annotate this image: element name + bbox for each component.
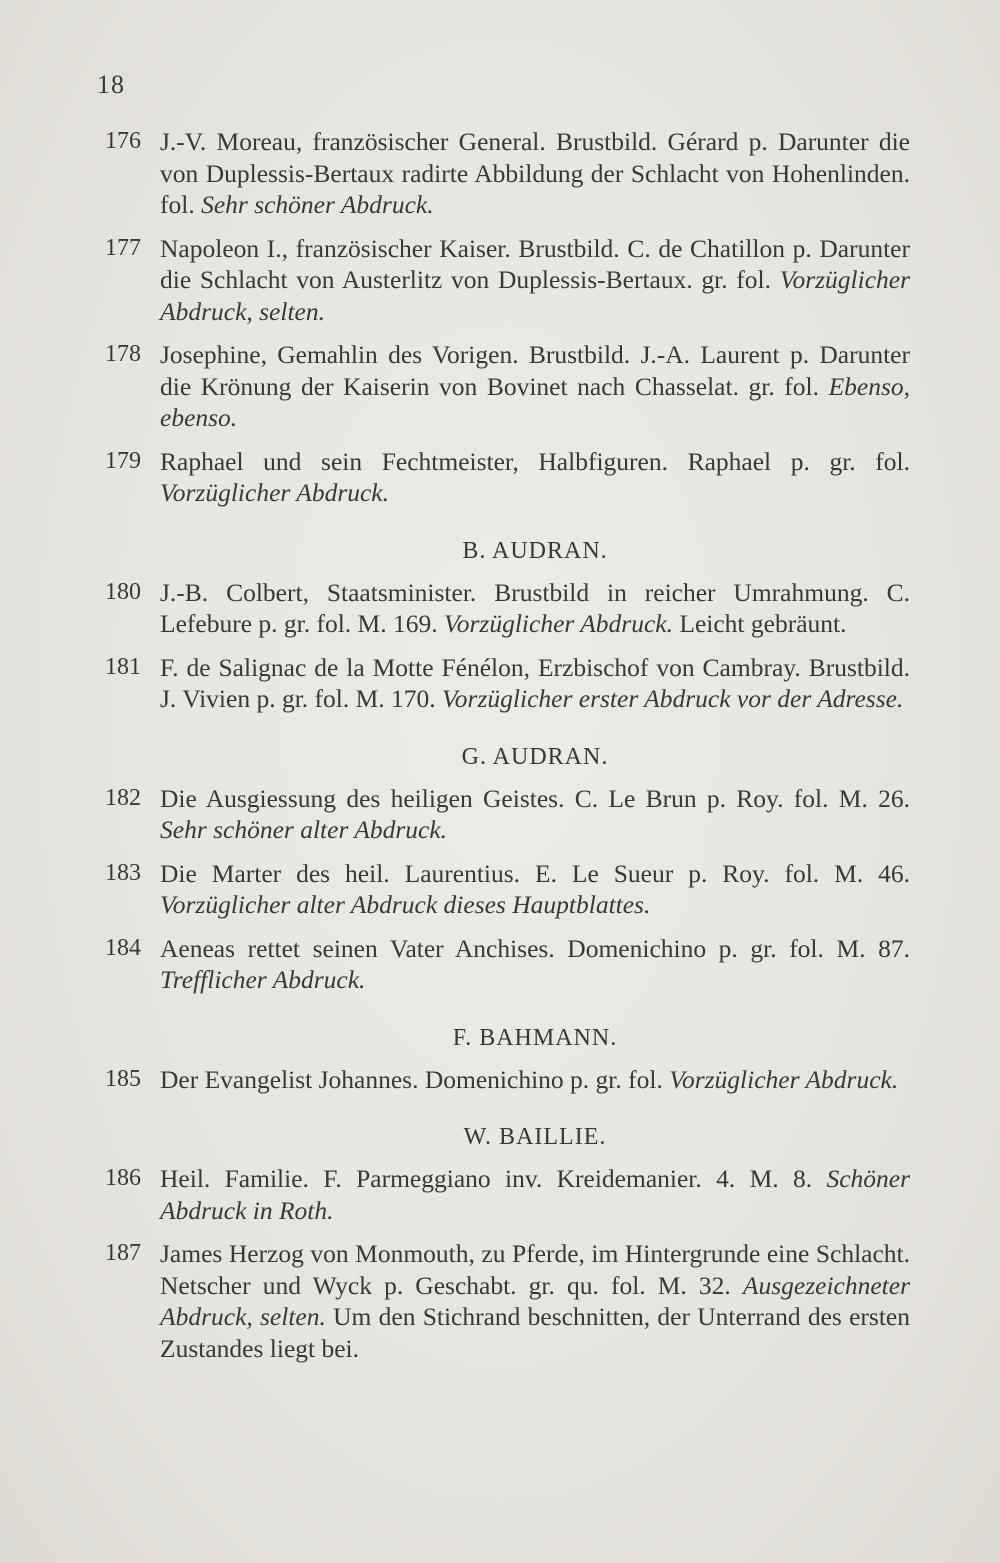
entry-number: 182 — [105, 784, 141, 811]
entry-text — [160, 446, 910, 509]
entry-condition-note: Vorzüglicher Abdruck. — [443, 609, 673, 638]
entry-number: 178 — [105, 341, 141, 367]
entry-number: 177 — [105, 234, 141, 261]
entry-description: Aeneas rettet seinen Vater Anchises. Domenichino p. gr. fol. M. 87. — [160, 933, 910, 963]
entry-text — [160, 1064, 910, 1096]
entry-text — [160, 577, 910, 640]
entry-condition-note: Sehr schöner alter Abdruck. — [160, 815, 448, 844]
entry-number: 180 — [105, 578, 141, 605]
catalogue-entry — [105, 446, 910, 509]
catalogue-entry — [105, 783, 910, 846]
catalogue-entry — [105, 652, 910, 715]
entry-number: 183 — [105, 859, 141, 886]
entry-text — [160, 339, 910, 434]
entry-text — [160, 858, 910, 921]
entry-number: 179 — [105, 447, 141, 474]
entry-condition-note: Vorzüglicher alter Abdruck dieses Hauptblattes. — [160, 890, 651, 919]
entry-description: Raphael und sein Fechtmeister, Halbfiguren. Raphael p. gr. fol. — [160, 446, 910, 476]
catalogue-entry — [105, 1238, 910, 1364]
entry-number: 176 — [105, 128, 141, 154]
entry-description: Josephine, Gemahlin des Vorigen. Brustbild. J.-A. Laurent p. Darunter die Krönung der Kaiserin von Bovinet nach Chasselat. gr. fol. — [160, 340, 910, 401]
catalogue-entry — [105, 339, 910, 434]
entry-remark: Um den Stichrand beschnitten, der Unterrand des ersten Zustandes liegt bei. — [160, 1302, 910, 1363]
page-number: 18 — [97, 70, 125, 99]
section-heading: W. BAILLIE. — [463, 1124, 607, 1150]
entry-description: Napoleon I., französischer Kaiser. Brustbild. C. de Chatillon p. Darunter die Schlacht von Austerlitz von Duplessis-Bertaux. gr. fol. — [160, 233, 910, 294]
catalogue-entry — [105, 933, 910, 996]
entry-condition-note: Trefflicher Abdruck. — [160, 965, 366, 994]
entry-description: Der Evangelist Johannes. Domenichino p. gr. fol. — [160, 1064, 663, 1094]
catalogue-entry — [105, 1064, 910, 1096]
entry-description: J.-V. Moreau, französischer General. Brustbild. Gérard p. Darunter die von Duplessis-Bertaux radirte Abbildung der Schlacht von Hohenlinden. fol. — [160, 127, 910, 219]
entry-condition-note: Sehr schöner Abdruck. — [201, 190, 434, 219]
entry-text — [160, 1163, 910, 1226]
entry-description: Die Marter des heil. Laurentius. E. Le Sueur p. Roy. fol. M. 46. — [160, 858, 910, 888]
entry-description: James Herzog von Monmouth, zu Pferde, im Hintergrunde eine Schlacht. Netscher und Wyck p. Geschabt. gr. qu. fol. M. 32. — [160, 1239, 910, 1300]
catalogue-entry — [105, 858, 910, 921]
catalogue-entry — [105, 577, 910, 640]
entry-number: 181 — [105, 653, 141, 680]
entry-number: 187 — [105, 1240, 141, 1266]
entry-description: F. de Salignac de la Motte Fénélon, Erzbischof von Cambray. Brustbild. J. Vivien p. gr. fol. M. 170. — [160, 652, 910, 713]
entry-number: 184 — [105, 934, 141, 961]
entry-text — [160, 233, 910, 328]
section-heading: F. BAHMANN. — [452, 1024, 618, 1051]
entry-number: 185 — [105, 1065, 141, 1092]
entry-remark: Leicht gebräunt. — [679, 609, 847, 638]
entry-text — [160, 783, 910, 846]
entry-condition-note: Vorzüglicher Abdruck, selten. — [160, 265, 911, 326]
entry-condition-note: Vorzüglicher Abdruck. — [160, 478, 390, 507]
entry-condition-note: Vorzüglicher erster Abdruck vor der Adresse. — [442, 684, 904, 713]
catalogue-content — [105, 126, 910, 1376]
entry-description: Heil. Familie. F. Parmeggiano inv. Kreidemanier. 4. M. 8. — [160, 1164, 813, 1193]
entry-text — [160, 1238, 910, 1364]
catalogue-entry — [105, 233, 910, 328]
entry-text — [160, 933, 910, 996]
entry-condition-note: Schöner Abdruck in Roth. — [160, 1164, 910, 1225]
entry-condition-note: Ebenso, ebenso. — [160, 371, 911, 432]
entry-description: Die Ausgiessung des heiligen Geistes. C. Le Brun p. Roy. fol. M. 26. — [160, 783, 910, 813]
section-heading: G. AUDRAN. — [461, 743, 609, 770]
catalogue-entry — [105, 1163, 910, 1226]
entry-condition-note: Ausgezeichneter Abdruck, selten. — [160, 1270, 910, 1331]
entry-text — [160, 126, 910, 221]
entry-condition-note: Vorzüglicher Abdruck. — [669, 1064, 899, 1094]
entry-description: J.-B. Colbert, Staatsminister. Brustbild in reicher Umrahmung. C. Lefebure p. gr. fol. M. 169. — [160, 577, 910, 638]
entry-text — [160, 652, 910, 715]
section-heading: B. AUDRAN. — [462, 537, 608, 564]
catalogue-entry — [105, 126, 910, 221]
entry-number: 186 — [105, 1165, 141, 1191]
